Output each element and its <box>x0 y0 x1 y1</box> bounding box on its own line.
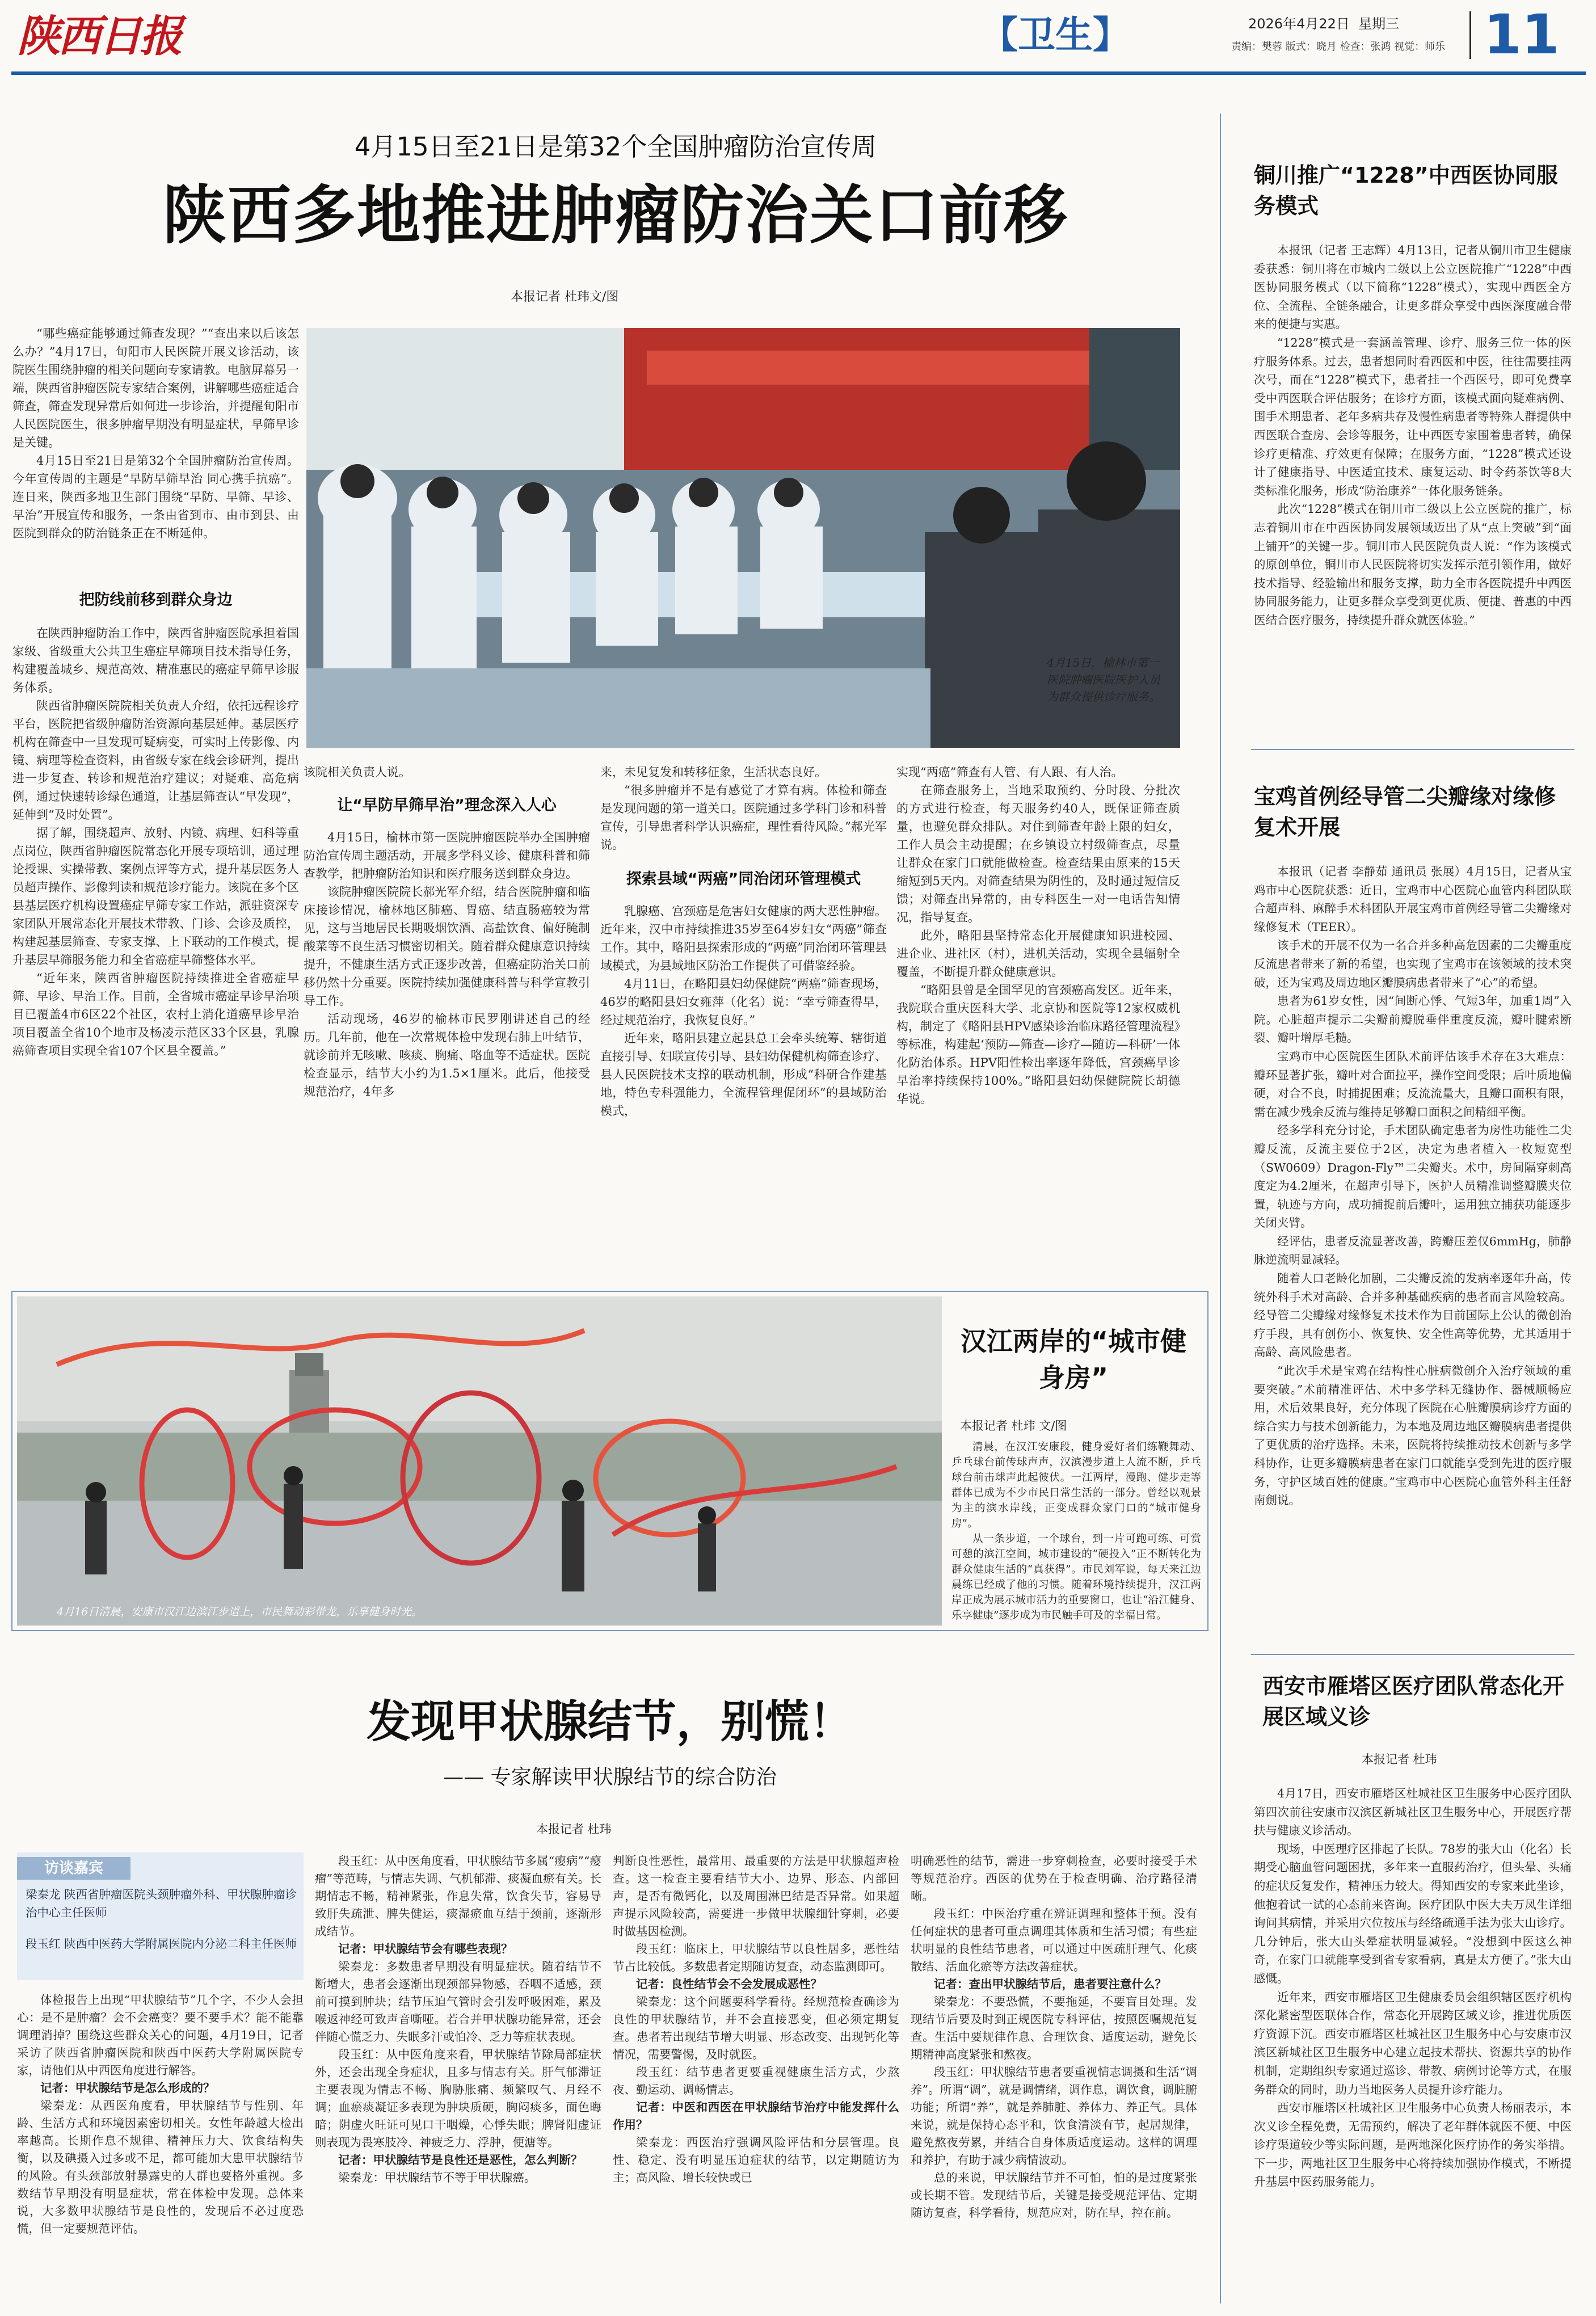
paragraph: 段玉红：临床上，甲状腺结节以良性居多，恶性结节占比较低。多数患者定期随访复查，动态监测即可。 <box>613 1942 899 1973</box>
lead-subhead-3: 探索县域“两癌”同治闭环管理模式 <box>626 870 861 888</box>
thyroid-headline: 发现甲状腺结节，别慌！ <box>366 1696 853 1747</box>
paragraph: 经评估，患者反流显著改善，跨瓣压差仅6mmHg，肺静脉逆流明显减轻。 <box>1254 1234 1572 1267</box>
newspaper-logo: 陕西日报 <box>17 11 180 61</box>
feature-byline: 本报记者 杜玮 文/图 <box>960 1419 1067 1433</box>
thyroid-byline: 本报记者 杜玮 <box>536 1822 612 1836</box>
paragraph: 在陕西肿瘤防治工作中，陕西省肿瘤医院承担着国家级、省级重大公共卫生癌症早筛项目技术指导任务，构建覆盖城乡、规范高效、精准惠民的癌症早筛早诊服务体系。 <box>12 626 299 694</box>
paragraph: 4月15日至21日是第32个全国肿瘤防治宣传周。今年宣传周的主题是“早防早筛早治 同心携手抗癌”。连日来，陕西多地卫生部门围绕“早防、早筛、早诊、早治”开展宣传和服务，一条由省到市、由市到县、由医院到群众的防治链条正在不断延伸。 <box>12 454 299 540</box>
feature-body <box>951 1439 1201 1627</box>
lead-column-3 <box>600 763 887 868</box>
paragraph: “此次手术是宝鸡在结构性心脏病微创介入治疗领域的重要突破。”术前精准评估、术中多学科无缝协作、器械顺畅应用，术后效果良好，充分体现了医院在心脏瓣膜病诊疗方面的综合实力与技术创新能力，为本地及周边地区瓣膜病患者提供了更优质的治疗选择。未来，医院将持续推动技术创新与多学科协作，让更多瓣膜病患者在家门口就能享受到先进的医疗服务，守护区域百姓的健康。”宝鸡市中心医院心血管外科主任舒南劍说。 <box>1254 1364 1572 1507</box>
paragraph: 宝鸡市中心医院医生团队术前评估该手术存在3大难点：瓣环显著扩张，瓣叶对合面拉平，操作空间受限；后叶质地偏硬，对合不良，时捕捉困难；反流流量大，且瓣口面积有限，需在减少残余反流与维持足够瓣口面积之间精细平衡。 <box>1254 1049 1572 1119</box>
paragraph: 4月17日，西安市雁塔区杜城社区卫生服务中心医疗团队第四次前往安康市汉滨区新城社区卫生服务中心，开展医疗帮扶与健康义诊活动。 <box>1254 1787 1572 1838</box>
paragraph: 近年来，略阳县建立起县总工会牵头统筹、辖街道直接引导、妇联宣传引导、县妇幼保健机构筛查诊疗、县人民医院技术支撑的联动机制，形成“科研合作建基地，特色专科强能力，全流程管理促闭环”的县域防治模式， <box>600 1031 887 1118</box>
question: 记者：查出甲状腺结节后，患者要注意什么？ <box>934 1977 1167 1991</box>
feature-photo-caption: 4月16日清晨，安康市汉江边滨江步道上，市民舞动彩带龙，乐享健身时光。 <box>57 1606 423 1618</box>
guest-tag: 访谈嘉宾 <box>17 1857 130 1880</box>
paragraph: 来，未见复发和转移征象，生活状态良好。 <box>600 765 827 779</box>
editor-credits: 责编：樊蓉 版式：晓月 检查：张鸿 视觉：师乐 <box>1231 41 1446 53</box>
paragraph: 本报讯（记者 李静茹 通讯员 张展）4月15日，记者从宝鸡市中心医院获悉：近日，宝鸡市中心医院心血管内科团队联合超声科、麻醉手术科团队开展宝鸡市首例经导管二尖瓣缘对缘修复术（TEER）。 <box>1254 865 1572 934</box>
side1-body <box>1254 241 1572 723</box>
paragraph: 患者为61岁女性，因“间断心悸、气短3年，加重1周”入院。心脏超声提示二尖瓣前瓣脱垂伴重度反流，瓣叶腱索断裂、瓣叶增厚毛糙。 <box>1254 994 1572 1045</box>
sidebar-divider <box>1220 113 1221 2304</box>
thyroid-column-1 <box>17 1991 304 2309</box>
paragraph: 梁秦龙：西医治疗强调风险评估和分层管理。良性、稳定、没有明显压迫症状的结节，以定期随访为主；高风险、增长较快或已 <box>613 2136 899 2184</box>
question: 记者：中医和西医在甲状腺结节治疗中能发挥什么作用？ <box>613 2100 899 2132</box>
paragraph: 4月15日，榆林市第一医院肿瘤医院举办全国肿瘤防治宣传周主题活动，开展多学科义诊、健康科普和筛查教学，把肿瘤防治知识和医疗服务送到群众身边。 <box>304 831 590 881</box>
paragraph: 在筛查服务上，当地采取预约、分时段、分批次的方式进行检查，每天服务约40人，既保证筛查质量，也避免群众排队。对住到筛查年龄上限的妇女，工作人员会主动提醒；在乡镇设立村级筛查点，尽量让群众在家门口就能做检查。检查结果由原来的15天缩短到5天内。对筛查结果为阴性的，及时通过短信反馈；对筛查出异常的，由专科医生一对一电话告知情况，指导复查。 <box>896 784 1180 924</box>
paragraph: 本报讯（记者 王志辉）4月13日，记者从铜川市卫生健康委获悉：铜川将在市城内二级以上公立医院推广“1228”中西医协同服务模式（以下简称“1228”模式），实现中西医全方位、全流程、全链条融合，让更多群众享受中西医深度融合带来的便捷与实惠。 <box>1254 243 1572 331</box>
paragraph: 活动现场，46岁的榆林市民罗刚讲述自己的经历。几年前，他在一次常规体检中发现右肺上叶结节，就诊前并无咳嗽、咳痰、胸痛、咯血等不适症状。医院检查显示，结节大小约为1.5×1厘米。此后，他接受规范治疗，4年多 <box>304 1012 590 1098</box>
paragraph: 实现“两癌”筛查有人管、有人跟、有人治。 <box>896 765 1123 779</box>
paragraph: 判断良性恶性，最常用、最重要的方法是甲状腺超声检查。这一检查主要看结节大小、边界、形态、内部回声，是否有微钙化，以及周围淋巴结是否异常。如果超声提示风险较高，需要进一步做甲状腺细针穿刺，必要时做基因检测。 <box>613 1854 899 1938</box>
paragraph: 该院相关负责人说。 <box>304 765 411 779</box>
side3-body <box>1254 1784 1572 2304</box>
lead-byline: 本报记者 杜玮文/图 <box>511 290 619 304</box>
masthead <box>0 0 1596 74</box>
paragraph: 梁秦龙：多数患者早期没有明显症状。随着结节不断增大，患者会逐渐出现颈部异物感，吞咽不适感，颈前可摸到肿块；结节压迫气管时会引发呼吸困难，累及喉返神经可致声音嘶哑。若合并甲状腺功能异常，还会伴随心慌乏力、失眠多汗或怕冷、乏力等症状表现。 <box>315 1960 601 2044</box>
lead-column-3b <box>600 902 887 1277</box>
lead-intro-column <box>12 325 299 587</box>
side-rule <box>1251 1654 1574 1655</box>
paragraph: “近年来，陕西省肿瘤医院持续推进全省癌症早筛、早诊、早治工作。目前，全省城市癌症早诊早治项目已覆盖4市6区22个社区，农村上消化道癌早诊早治项目覆盖全省10个地市及杨凌示范区33个区县，乳腺癌筛查项目实现全省107个区县全覆盖。” <box>12 971 299 1058</box>
paragraph: 经多学科充分讨论，手术团队确定患者为房性功能性二尖瓣反流，反流主要位于2区，决定为患者植入一枚短宽型（SW0609）Dragon-Fly™二尖瓣夹。术中，房间隔穿刺高度定为4.2厘米，在超声引导下，医护人员精准调整瓣膜夹位置，轨迹与方向，成功捕捉前后瓣叶，运用独立捕获功能逐步关闭夹臂。 <box>1254 1123 1572 1230</box>
question: 记者：甲状腺结节会有哪些表现？ <box>338 1942 513 1956</box>
paragraph: 体检报告上出现“甲状腺结节”几个字，不少人会担心：是不是肿瘤？会不会癌变？要不要手术？能不能靠调理消掉？围绕这些群众关心的问题，4月19日，记者采访了陕西省肿瘤医院和陕西中医药大学附属医院专家，请他们从中西医角度进行解答。 <box>17 1993 304 2077</box>
right-bracket-icon: 】 <box>1093 13 1130 57</box>
paragraph: 段玉红：从中医角度看，甲状腺结节多属“瘿病”“瘿瘤”等范畴，与情志失调、气机郁滞、痰凝血瘀有关。长期情志不畅，精神紧张，作息失常，饮食失节，容易导致肝失疏泄、脾失健运，痰湿瘀血互结于颈前，逐渐形成结节。 <box>315 1854 601 1938</box>
paragraph: “很多肿瘤并不是有感觉了才算有病。体检和筛查是发现问题的第一道关口。医院通过多学科门诊和科普宣传，引导患者科学认识癌症，理性看待风险。”郝光军说。 <box>600 784 887 852</box>
lead-subhead-1: 把防线前移到群众身边 <box>79 591 233 609</box>
guest-box <box>17 1852 304 1980</box>
paragraph: “哪些癌症能够通过筛查发现？”“查出来以后该怎么办？”4月17日，旬阳市人民医院开展义诊活动，该院医生围绕肿瘤的相关问题向专家请教。电脑屏幕另一端，陕西省肿瘤医院专家结合案例，讲解哪些癌症适合筛查，筛查发现异常后如何进一步诊治，并提醒旬阳市人民医院医生，很多肿瘤早期没有明显症状，早筛早诊是关键。 <box>12 327 299 449</box>
thyroid-column-4 <box>911 1852 1197 2309</box>
feature-frame <box>11 1291 1208 1631</box>
page-number: 11 <box>1484 3 1560 66</box>
paragraph: 随着人口老龄化加剧，二尖瓣反流的发病率逐年升高，传统外科手术对高龄、合并多种基础疾病的患者而言风险较高。经导管二尖瓣缘对缘修复术技术作为目前国际上公认的微创治疗手段，具有创伤小、恢复快、安全性高等优势，尤其适用于高龄、高风险患者。 <box>1254 1271 1572 1359</box>
paragraph: 此次“1228”模式在铜川市二级以上公立医院的推广，标志着铜川市在中西医协同发展领域迈出了从“点上突破”到“面上铺开”的关键一步。铜川市人民医院负责人说：“作为该模式的原创单位，铜川市人民医院将切实发挥示范引领作用，做好技术指导、经验输出和服务支撑，助力全市各医院提升中西医协同服务能力，让更多群众享受到更优质、便捷、普惠的中西医结合医疗服务，持续提升群众就医体验。” <box>1254 502 1572 627</box>
paragraph: 近年来，西安市雁塔区卫生健康委员会组织辖区医疗机构深化紧密型医联体合作，常态化开展跨区域义诊，推进优质医疗资源下沉。西安市雁塔区杜城社区卫生服务中心与安康市汉滨区新城社区卫生服务中心建立起技术帮扶、资源共享的协作机制，定期组织专家通过巡诊、带教、病例讨论等方式，在服务群众的同时，助力当地医务人员提升诊疗能力。 <box>1254 1990 1572 2096</box>
feature-headline: 汉江两岸的“城市健身房” <box>960 1326 1187 1393</box>
paragraph: 4月11日，在略阳县妇幼保健院“两癌”筛查现场，46岁的略阳县妇女雍萍（化名）说：“幸亏筛查得早，经过规范治疗，我恢复良好。” <box>600 977 887 1027</box>
masthead-rule <box>11 71 1586 75</box>
lead-column-4 <box>896 763 1180 1277</box>
lead-subhead-2: 让“早防早筛早治”理念深入人心 <box>337 797 557 814</box>
paragraph: 清晨，在汉江安康段，健身爱好者们练鞭舞动、乒乓球台前传球声声，汉滨漫步道上人流不断，乒乓球台前击球声此起彼伏。一江两岸，漫跑、健步走等群体已成为不少市民日常生活的一部分。曾经以观景为主的滨水岸线，正变成群众家门口的“城市健身房”。 <box>951 1441 1201 1530</box>
side3-title: 西安市雁塔区医疗团队常态化开展区域义诊 <box>1262 1674 1565 1729</box>
paragraph: 据了解，围绕超声、放射、内镜、病理、妇科等重点岗位，陕西省肿瘤医院常态化开展专项培训，通过理论授课、实操带教、案例点评等方式，提升基层医务人员超声操作、影像判读和规范诊疗能力。该院在多个区县基层医疗机构设置癌症早筛专家工作站，派驻资深专家团队开展常态化开展技术带教、门诊、会诊及质控，构建起基层筛查、专家支撑、上下联动的工作模式，提升基层早筛服务能力和全省癌症早筛整体水平。 <box>12 826 299 967</box>
paragraph: 从一条步道，一个球台，到一片可跑可练、可赏可憩的滨江空间，城市建设的“硬投入”正不断转化为群众健康生活的“真获得”。市民刘军说，每天来江边晨练已经成了他的习惯。随着环境持续提升，汉江两岸正成为展示城市活力的重要窗口，也让“沿江健身、乐享健康”逐步成为市民触手可及的幸福日常。 <box>951 1533 1201 1622</box>
lead-headline: 陕西多地推进肿瘤防治关口前移 <box>163 179 1068 252</box>
guest-2: 段玉红 陕西中医药大学附属医院内分泌二科主任医师 <box>26 1937 297 1951</box>
paragraph: 梁秦龙：不要恐慌，不要拖延，不要盲目处理。发现结节后要及时到正规医院专科评估，按照医嘱规范复查。生活中要规律作息、合理饮食、适度运动，避免长期精神高度紧张和熬夜。 <box>911 1995 1197 2061</box>
paragraph: 总的来说，甲状腺结节并不可怕，怕的是过度紧张或长期不管。发现结节后，关键是接受规范评估、定期随访复查，科学看待，规范应对，防在早，控在前。 <box>911 2171 1197 2220</box>
lead-photo-caption: 4月15日，榆林市第一医院肿瘤医院医护人员为群众提供诊疗服务。 <box>1047 656 1160 704</box>
question: 记者：甲状腺结节是良性还是恶性，怎么判断？ <box>338 2153 583 2167</box>
paragraph: “1228”模式是一套涵盖管理、诊疗、服务三位一体的医疗服务体系。过去，患者想同时看西医和中医，往往需要挂两次号，而在“1228”模式下，患者挂一个西医号，即可免费享受中西医联合评估服务；在诊疗方面，该模式面向疑难病例、围手术期患者、老年多病共存及慢性病患者等特殊人群提供中西医联合查房、会诊等服务，让中西医专家围着患者转，确保诊疗更精准、疗效更有保障；在服务方面，“1228”模式还设计了健康指导、中医适宜技术、康复运动、时令药茶饮等8大类标准化服务，形成“防治康养”一体化服务链条。 <box>1254 335 1572 498</box>
lead-column-2 <box>304 763 590 786</box>
paragraph: 段玉红：中医治疗重在辨证调理和整体干预。没有任何症状的患者可重点调理其体质和生活习惯；有些症状明显的良性结节患者，可以通过中医疏肝理气、化痰散结、活血化瘀等方法改善症状。 <box>911 1907 1197 1973</box>
thyroid-subheadline: —— 专家解读甲状腺结节的综合防治 <box>443 1766 777 1789</box>
side1-title: 铜川推广“1228”中西医协同服务模式 <box>1254 163 1558 218</box>
paragraph: 明确恶性的结节，需进一步穿刺检查，必要时接受手术等规范治疗。西医的优势在于检查明确、治疗路径清晰。 <box>911 1854 1197 1903</box>
issue-date: 2026年4月22日 星期三 <box>1248 16 1400 32</box>
paragraph: 梁秦龙：这个问题要科学看待。经规范检查确诊为良性的甲状腺结节，并不会直接恶变，但必须定期复查。患者若出现结节增大明显、形态改变、出现钙化等情况，需要警惕，及时就医。 <box>613 1995 899 2061</box>
paragraph: 该院肿瘤医院院长郝光军介绍，结合医院肿瘤和临床接诊情况，榆林地区肺癌、胃癌、结直肠癌较为常见，这与当地居民长期吸烟饮酒、高盐饮食、偏好腌制酸菜等不良生活习惯密切相关。随着群众健康意识持续提升，不健康生活方式正逐步改善，但癌症防治关口前移仍然十分重要。医院持续加强健康科普与科学宣教引导工作。 <box>304 885 590 1008</box>
paragraph: 乳腺癌、宫颈癌是危害妇女健康的两大恶性肿瘤。近年来，汉中市持续推进35岁至64岁妇女“两癌”筛查工作。其中，略阳县探索形成的“两癌”同治闭环管理县域模式，为县域地区防治工作提供了可借鉴经验。 <box>600 904 887 972</box>
paragraph: 此外，略阳县坚持常态化开展健康知识进校园、进企业、进社区（村），进机关活动，实现全县辐射全覆盖，不断提升群众健康意识。 <box>896 929 1180 979</box>
thyroid-column-2 <box>315 1852 601 2309</box>
lead-kicker: 4月15日至21日是第32个全国肿瘤防治宣传周 <box>354 132 877 160</box>
side-rule <box>1251 749 1574 750</box>
question: 记者：良性结节会不会发展成恶性？ <box>636 1977 822 1991</box>
left-bracket-icon: 【 <box>980 13 1018 57</box>
paragraph: 现场，中医理疗区排起了长队。78岁的张大山（化名）长期受心脑血管问题困扰，多年来一直服药治疗，但头晕、头痛的症状反复发作，精神压力较大。得知西安的专家来此坐诊，他抱着试一试的心态前来咨询。医疗团队中医大夫万凤生详细询问其病情，并采用穴位按压与经络疏通手法为张大山诊疗。几分钟后，张大山头晕症状明显减轻。“没想到中医这么神奇，在家门口就能享受到省专家看病，真是太方便了。”张大山感慨。 <box>1254 1842 1572 1985</box>
paragraph: 梁秦龙：从西医角度看，甲状腺结节与性别、年龄、生活方式和环境因素密切相关。女性年龄越大检出率越高。长期作息不规律、精神压力大、饮食结构失衡，以及碘摄入过多或不足，都可能加大患甲状腺结节的风险。有头颈部放射暴露史的人群也要格外重视。多数结节早期没有明显症状，常在体检中发现。总体来说，大多数甲状腺结节是良性的，发现后不必过度恐慌，但一定要规范评估。 <box>17 2099 304 2235</box>
question: 记者：甲状腺结节是怎么形成的？ <box>40 2081 215 2095</box>
section-label: 【卫生】 <box>980 13 1130 57</box>
guest-1: 梁秦龙 陕西省肿瘤医院头颈肿瘤外科、甲状腺肿瘤诊治中心主任医师 <box>26 1888 297 1919</box>
paragraph: 梁秦龙：甲状腺结节不等于甲状腺癌。 <box>338 2171 536 2184</box>
masthead-divider <box>1469 11 1471 59</box>
paragraph: 段玉红：甲状腺结节患者要重视情志调摄和生活“调养”。所谓“调”，就是调情绪，调作息，调饮食，调脏腑功能；所谓“养”，就是养肺脏、养体力、养正气。具体来说，就是保持心态平和，饮食清淡有节，起居规律，避免熬夜劳累，并结合自身体质适度运动。这样的调理和养护，有助于减少病情波动。 <box>911 2065 1197 2167</box>
paragraph: 该手术的开展不仅为一名合并多种高危因素的二尖瓣重度反流患者带来了新的希望，也实现了宝鸡市在该领域的技术突破，还为宝鸡及周边地区瓣膜病患者带来了“心”的希望。 <box>1254 938 1572 989</box>
paragraph: 段玉红：结节患者更要重视健康生活方式，少熬夜、勤运动、调畅情志。 <box>613 2065 899 2096</box>
thyroid-column-3 <box>613 1852 899 2309</box>
feature-photo <box>17 1296 942 1626</box>
paragraph: 陕西省肿瘤医院院相关负责人介绍，依托远程诊疗平台，医院把省级肿瘤防治资源向基层延伸。基层医疗机构在筛查中一旦发现可疑病变，可实时上传影像、内镜、病理等检查资料，由省级专家在线会诊研判，提出进一步复查、转诊和规范治疗建议；对疑难、高危病例，通过快速转诊绿色通道，让基层筛查认“早发现”，延伸到“及时处置”。 <box>12 699 299 822</box>
side3-byline: 本报记者 杜玮 <box>1362 1753 1437 1766</box>
lead-column-1b <box>12 624 299 1277</box>
dragon-ribbon-scene-illustration <box>17 1296 942 1626</box>
side2-title: 宝鸡首例经导管二尖瓣缘对缘修复术开展 <box>1254 784 1556 840</box>
lead-column-2b <box>304 828 590 1277</box>
lead-photo <box>306 328 1180 748</box>
side2-body <box>1254 862 1572 1634</box>
paragraph: “略阳县曾是全国罕见的宫颈癌高发区。近年来，我院联合重庆医科大学、北京协和医院等12家权威机构，制定了《略阳县HPV感染诊治临床路径管理流程》等标准，构建起‘预防—筛查—诊疗—随访—科研’一体化防治体系。HPV阳性检出率逐年降低，宫颈癌早诊早治率持续保持100%。”略阳县妇幼保健院院长胡德华说。 <box>896 983 1180 1106</box>
paragraph: 西安市雁塔区杜城社区卫生服务中心负责人杨丽表示，本次义诊全程免费，无需预约，解决了老年群体就医不便、中医诊疗渠道较少等实际问题，是两地深化医疗协作的务实举措。下一步，两地社区卫生服务中心将持续加强协作模式，不断提升基层中医药服务能力。 <box>1254 2101 1572 2189</box>
paragraph: 段玉红：从中医角度来看，甲状腺结节除局部症状外，还会出现全身症状，且多与情志有关。肝气郁滞证主要表现为情志不畅、胸胁胀痛、频繁叹气、月经不调；血瘀痰凝证多表现为肿块质硬，胸闷痰多，面色晦暗；阴虚火旺证可见口干咽燥，心悸失眠；脾肾阳虚证则表现为畏寒肢冷、神疲乏力、浮肿，便溏等。 <box>315 2048 601 2149</box>
